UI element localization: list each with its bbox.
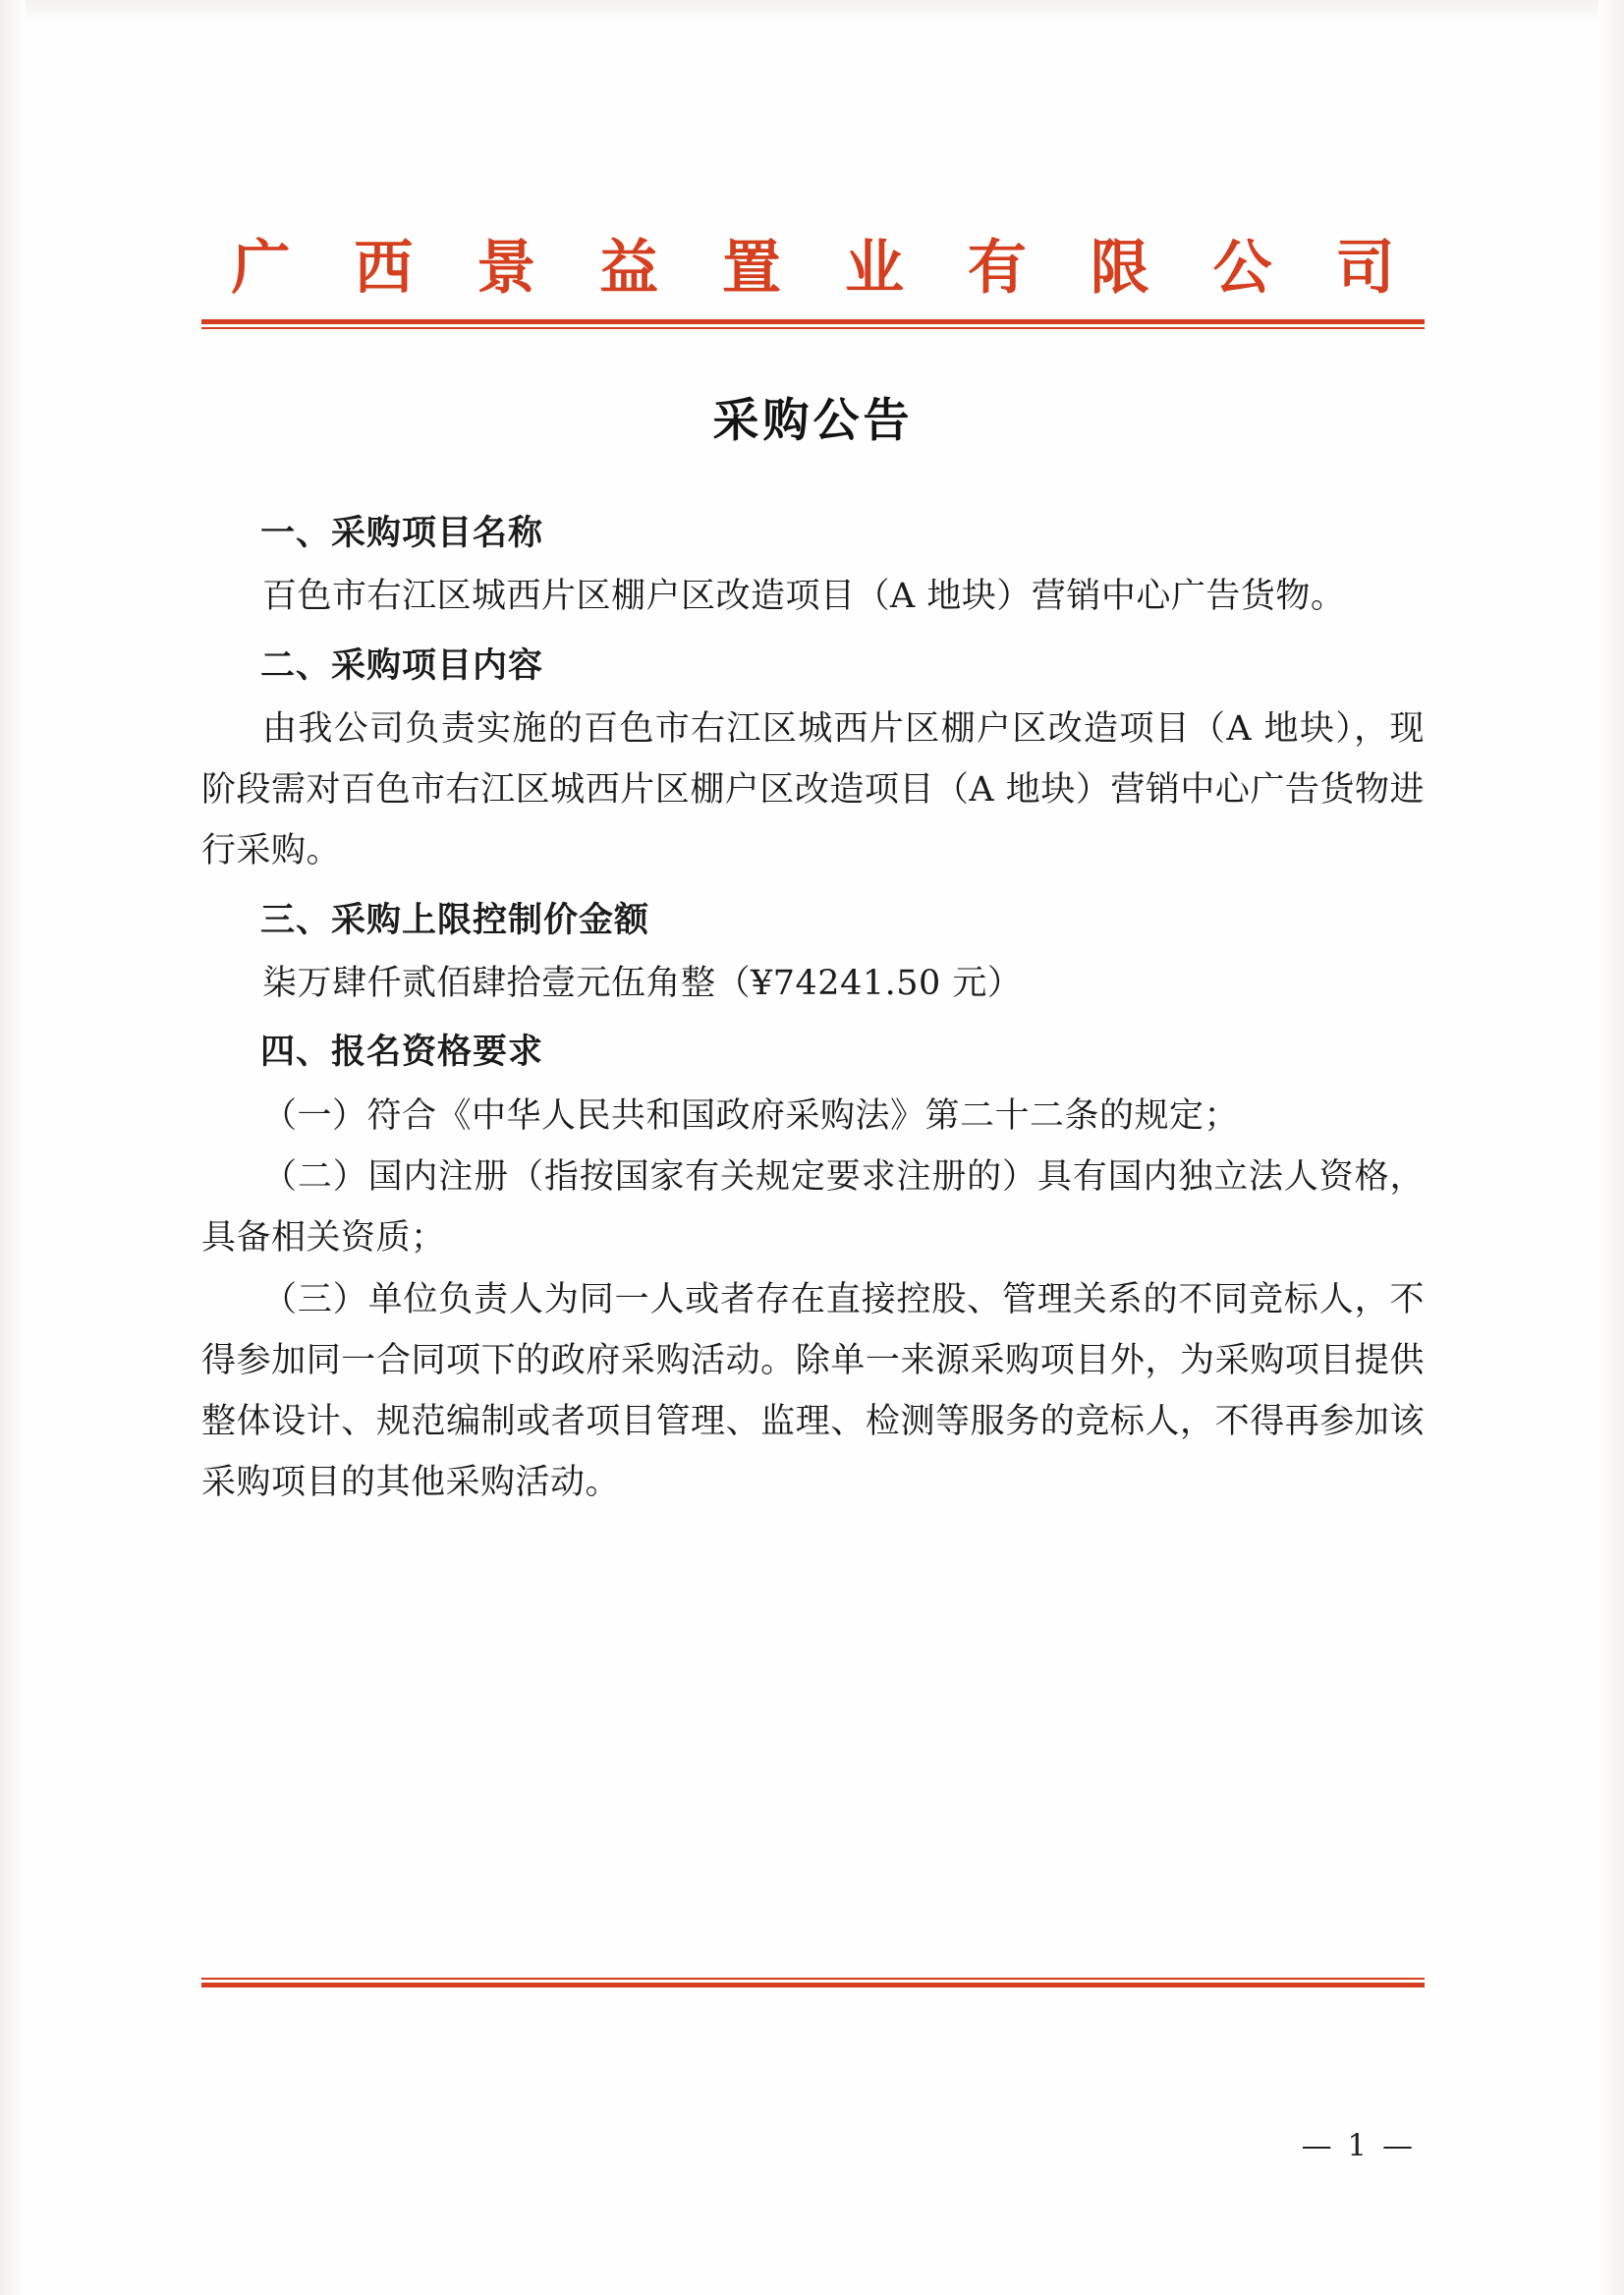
section-paragraph-4-3: （三）单位负责人为同一人或者存在直接控股、管理关系的不同竞标人，不得参加同一合同项下的政府采购活动。除单一来源采购项目外，为采购项目提供整体设计、规范编制或者项目管理、监理、检测等服务的竞标人，不得再参加该采购项目的其他采购活动。 (201, 1279, 1425, 1503)
letterhead-divider-thin (201, 327, 1425, 329)
section-paragraph-1-1: 百色市右江区城西片区棚户区改造项目（A 地块）营销中心广告货物。 (262, 577, 1346, 617)
company-letterhead: 广 西 景 益 置 业 有 限 公 司 (231, 234, 1417, 303)
section-heading-1: 一、采购项目名称 (260, 513, 544, 553)
footer-divider-thick (201, 1983, 1425, 1987)
section-paragraph-2-1: 由我公司负责实施的百色市右江区城西片区棚户区改造项目（A 地块），现阶段需对百色市右江区城西片区棚户区改造项目（A 地块）营销中心广告货物进行采购。 (201, 708, 1425, 871)
paper-edge-right (1598, 0, 1624, 2295)
footer-divider (201, 1978, 1425, 1987)
document-content (201, 0, 1425, 1514)
section-paragraph-3-1: 柒万肆仟贰佰肆拾壹元伍角整（¥74241.50 元） (262, 964, 1023, 1004)
paper-edge-left (0, 0, 26, 2295)
document-body (201, 503, 1425, 1514)
section-heading-2: 二、采购项目内容 (260, 644, 544, 686)
footer-divider-thin (201, 1978, 1425, 1980)
page-title: 采购公告 (712, 394, 914, 448)
page-number: — 1 — (1301, 2128, 1416, 2163)
section-heading-3: 三、采购上限控制价金额 (260, 899, 650, 940)
section-paragraph-4-1: （一）符合《中华人民共和国政府采购法》第二十二条的规定； (262, 1095, 1240, 1136)
letterhead-divider (201, 319, 1425, 329)
letterhead-divider-thick (201, 319, 1425, 324)
section-paragraph-4-2: （二）国内注册（指按国家有关规定要求注册的）具有国内独立法人资格，具备相关资质； (201, 1156, 1425, 1259)
section-heading-4: 四、报名资格要求 (260, 1032, 544, 1073)
